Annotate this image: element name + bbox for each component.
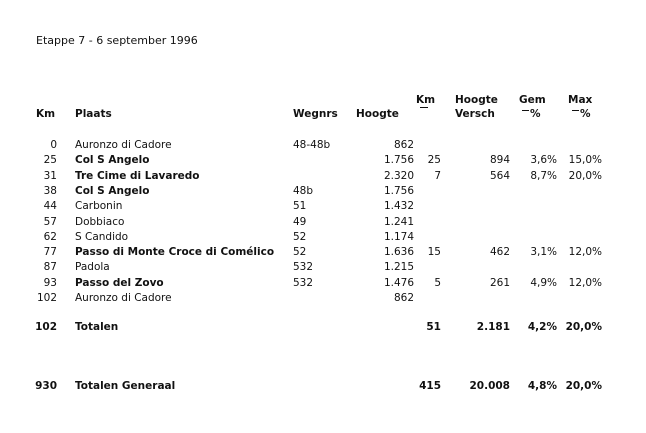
row-hoogte-versch: 564 [489,169,510,182]
row-plaats: Passo di Monte Croce di Comélico [75,246,275,259]
row-km2: 25 [427,154,441,167]
row-plaats: Passo del Zovo [75,276,164,289]
row-wegnrs: 52 [293,246,307,259]
row-hoogte: 1.241 [383,215,414,228]
header-km2-bar [420,107,428,108]
generaal-label: Totalen Generaal [75,380,176,392]
totalen-max: 20,0% [565,321,602,333]
header-max-bar [572,110,579,111]
row-km: 93 [43,276,57,289]
totalen-km: 102 [35,321,57,333]
row-plaats: Tre Cime di Lavaredo [75,169,200,182]
row-plaats: Dobbiaco [75,215,125,228]
header-plaats: Plaats [75,108,112,120]
totalen-gem: 4,2% [527,321,557,333]
row-gem: 3,1% [530,246,557,259]
header-gem-bar [522,110,529,111]
row-wegnrs: 51 [293,200,307,213]
row-plaats: Auronzo di Cadore [75,139,172,151]
row-km2: 5 [434,276,441,289]
row-wegnrs: 532 [293,261,314,274]
row-plaats: S Candido [75,230,129,243]
row-hoogte: 2.320 [383,169,414,182]
header-gem-1: Gem [519,94,546,106]
row-km: 38 [43,184,57,197]
row-wegnrs: 49 [293,215,307,228]
row-hoogte: 1.432 [383,200,414,213]
header-max-1: Max [568,94,593,106]
page-title: Etappe 7 - 6 september 1996 [36,34,198,47]
row-hoogte: 862 [393,139,414,151]
row-hoogte: 862 [393,292,414,304]
generaal-km: 930 [35,380,57,392]
row-km: 25 [43,154,57,167]
generaal-max: 20,0% [565,380,602,392]
header-hoogte: Hoogte [356,108,399,120]
row-km: 102 [36,292,57,304]
header-max-2: % [580,108,591,120]
header-km2: Km [416,94,436,106]
header-wegnrs: Wegnrs [293,108,338,120]
row-plaats: Col S Angelo [75,184,150,197]
row-plaats: Carbonin [75,200,123,213]
header-gem-2: % [530,108,541,120]
row-hoogte: 1.636 [383,246,414,259]
row-hoogte-versch: 894 [489,154,510,167]
row-km: 0 [50,139,57,151]
row-hoogte: 1.756 [383,184,414,197]
header-hoogte-versch-1: Hoogte [455,94,498,106]
row-km: 57 [43,215,57,228]
totalen-label: Totalen [75,321,119,333]
header-hoogte-versch-2: Versch [455,108,495,120]
row-max: 12,0% [568,276,602,289]
row-km2: 15 [427,246,441,259]
row-gem: 3,6% [530,154,557,167]
generaal-hoogte-versch: 20.008 [469,380,510,392]
row-gem: 8,7% [530,169,557,182]
row-km: 31 [43,169,57,182]
row-km2: 7 [434,169,441,182]
generaal-km2: 415 [419,380,441,392]
row-km: 62 [43,230,57,243]
row-plaats: Auronzo di Cadore [75,292,172,304]
row-plaats: Padola [75,261,110,274]
row-gem: 4,9% [530,276,557,289]
row-km: 87 [43,261,57,274]
row-wegnrs: 532 [293,276,314,289]
row-hoogte: 1.174 [383,230,414,243]
row-plaats: Col S Angelo [75,154,150,167]
row-wegnrs: 48b [293,184,314,197]
row-hoogte: 1.215 [383,261,414,274]
row-km: 44 [43,200,57,213]
row-km: 77 [43,246,57,259]
row-hoogte: 1.476 [383,276,414,289]
row-max: 12,0% [568,246,602,259]
totalen-km2: 51 [426,321,441,333]
row-max: 20,0% [568,169,602,182]
row-wegnrs: 52 [293,230,307,243]
header-km: Km [36,108,56,120]
row-hoogte-versch: 462 [489,246,510,259]
row-wegnrs: 48-48b [293,139,331,151]
row-hoogte-versch: 261 [489,276,510,289]
totalen-hoogte-versch: 2.181 [476,321,510,333]
generaal-gem: 4,8% [527,380,557,392]
row-max: 15,0% [568,154,602,167]
row-hoogte: 1.756 [383,154,414,167]
